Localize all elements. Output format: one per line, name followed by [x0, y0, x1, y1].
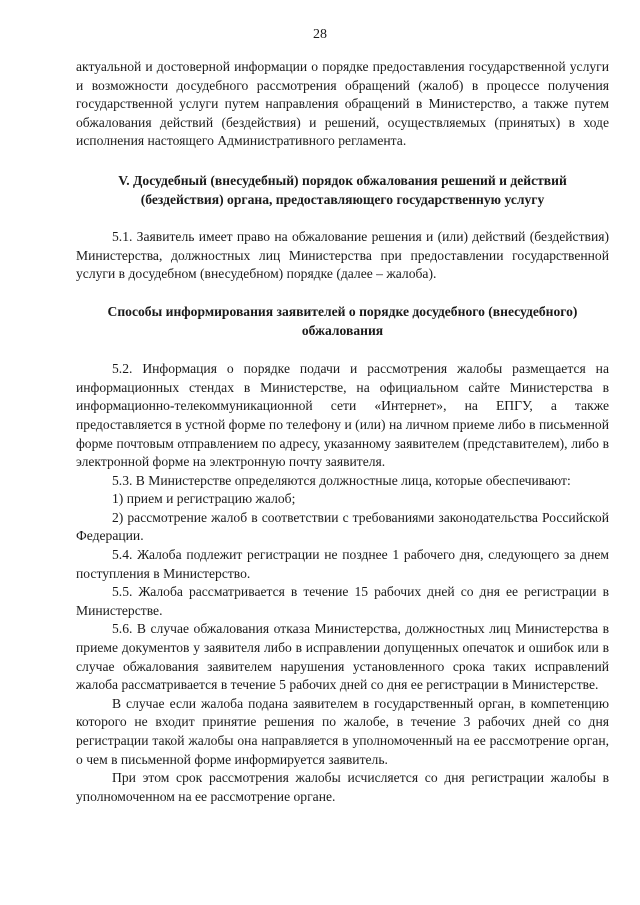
paragraph-5-6-final: При этом срок рассмотрения жалобы исчисляется со дня регистрации жалобы в уполномоченном на ее рассмотрение органе.: [76, 770, 609, 804]
page-number: 28: [313, 27, 327, 42]
subsection-heading: Способы информирования заявителей о порядке досудебного (внесудебного) обжалования: [107, 303, 578, 338]
paragraph-5-1: 5.1. Заявитель имеет право на обжалование решения и (или) действий (бездействия) Министерства, должностных лиц Министерства при предоставлении государственной услуги в досудебном (внесудебном) порядке (далее – жалоба).: [76, 229, 609, 282]
section-heading: V. Досудебный (внесудебный) порядок обжалования решений и действий (бездействия) органа, предоставляющего государственную услугу: [118, 172, 567, 207]
paragraph-5-6: 5.6. В случае обжалования отказа Министерства, должностных лиц Министерства в приеме документов у заявителя либо в исправлении допущенных опечаток и ошибок или в случае обжалования заявителем нарушения установленного срока таких исправлений жалоба рассматривается в течение 5 рабочих дней со дня ее регистрации в Министерстве.: [76, 621, 609, 693]
intro-paragraph: актуальной и достоверной информации о порядке предоставления государственной услуги и возможности досудебного рассмотрения обращений (жалоб) в процессе получения государственной услуги путем направления обращений в Министерство, а также путем обжалования действий (бездействия) и решений, осуществляемых (принятых) в ходе исполнения настоящего Административного регламента.: [76, 59, 609, 149]
list-item-5-3-2: 2) рассмотрение жалоб в соответствии с требованиями законодательства Российской Федерации.: [76, 509, 609, 544]
paragraph-5-4: 5.4. Жалоба подлежит регистрации не позднее 1 рабочего дня, следующего за днем поступления в Министерство.: [76, 547, 609, 581]
document-body: [76, 58, 609, 806]
paragraph-5-5: 5.5. Жалоба рассматривается в течение 15 рабочих дней со дня ее регистрации в Министерстве.: [76, 584, 609, 618]
paragraph-5-3: 5.3. В Министерстве определяются должностные лица, которые обеспечивают:: [112, 472, 571, 488]
paragraph-5-2: 5.2. Информация о порядке подачи и рассмотрения жалобы размещается на информационных стендах в Министерстве, на официальном сайте Министерства в информационно-телекоммуникационной сети «Интернет», на ЕПГУ, а также предоставляется в устной форме по телефону и (или) на личном приеме либо в письменной форме почтовым отправлением по адресу, указанному заявителем (представителем), либо в электронной форме на электронную почту заявителя.: [76, 361, 609, 470]
list-item-5-3-1: 1) прием и регистрацию жалоб;: [112, 491, 296, 507]
paragraph-5-6-continued: В случае если жалоба подана заявителем в государственный орган, в компетенцию которого не входит принятие решения по жалобе, в течение 3 рабочих дней со дня регистрации такой жалобы она направляется в уполномоченный на ее рассмотрение орган, о чем в письменной форме информируется заявитель.: [76, 695, 609, 767]
